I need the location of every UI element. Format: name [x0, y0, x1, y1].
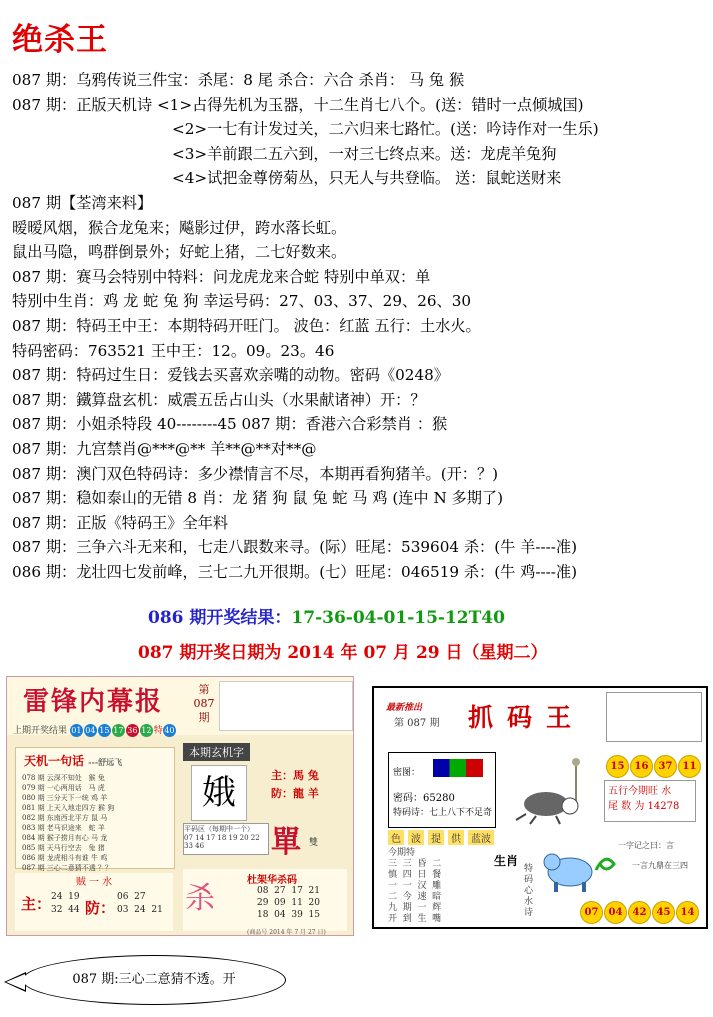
fang2-nums: 06 27 03 24 21 [117, 892, 163, 915]
leifeng-blank-box [219, 681, 353, 731]
prev-ball: 17 [113, 726, 124, 735]
panel3-title: 贼 一 水 [75, 877, 113, 888]
number-ball: 07 [580, 901, 603, 924]
special-ball: 40 [164, 726, 175, 735]
zhu2-nums: 24 19 32 44 [51, 892, 80, 915]
zhu-fang-lines: 主：馬 兔 防：龍 羊 [271, 769, 319, 800]
number-ball: 14 [676, 901, 699, 924]
snake-icon [592, 850, 618, 876]
poem-line: 特码诗：七上八下不足奇 [393, 808, 493, 818]
leifeng-prev-balls [13, 723, 177, 737]
content-line: 特别中生肖：鸡 龙 蛇 兔 狗 幸运号码：27、03、37、29、26、30 [12, 292, 472, 311]
zhuamawang-ad-image [372, 686, 708, 929]
xuanji-char: 娥 [191, 765, 247, 821]
shama-panel [183, 869, 347, 931]
content-line: 087 期：特码过生日：爱钱去买喜欢亲嘴的动物。密码《0248》 [12, 366, 449, 385]
leifeng-issue: 第 087 期 [193, 683, 215, 724]
dan-char: 單 [271, 825, 301, 860]
prev-ball: 12 [141, 726, 152, 735]
number-ball: 45 [652, 901, 675, 924]
leifeng-title: 雷锋内幕报 [23, 687, 164, 717]
leifeng-footer: (商品号 2014 年 7 月 27 日) [247, 929, 326, 936]
page-title: 绝杀王 [12, 22, 108, 58]
content-line: 087 期：澳门双色特码诗：多少襟情言不尽，本期再看狗猪羊。(开：？) [12, 464, 499, 483]
result-line [148, 603, 505, 628]
sha-char: 杀 [185, 881, 215, 916]
content-line: 087 期：乌鸦传说三件宝：杀尾：8 尾 杀合：六合 杀肖： 马 兔 猴 [12, 71, 465, 89]
zm-poem-col: 特 码 心 水 诗 [524, 864, 534, 918]
wuxing-box: 五行今期旺 水 尾 数 为 14278 [604, 780, 696, 822]
number-ball: 37 [654, 755, 677, 778]
zm-title: 抓码王 [468, 703, 586, 732]
pingma-box: 平码区（每期中一个） 07 14 17 18 19 20 22 33 46 [183, 823, 269, 855]
content-line: 087 期：稳如泰山的无错 8 肖：龙 猪 狗 鼠 兔 蛇 马 鸡 (连中 N 多期了) [12, 489, 504, 508]
number-ball: 42 [628, 901, 651, 924]
leifeng-ad-image [6, 676, 354, 936]
fang2-label: 防： [85, 899, 116, 917]
zhu2-label: 主： [21, 895, 52, 913]
content-line: 鼠出马隐，鸣群倒景外；好蛇上猪，二七好数来。 [12, 243, 347, 262]
content-line: 087 期：正版天机诗 <1>占得先机为玉器，十二生肖七八个。(送：错时一点倾城国) [12, 95, 584, 114]
yizi-text: 一字记之曰：言 [618, 841, 674, 850]
xuanji-title: 本期玄机字 [183, 743, 250, 761]
content-line: 特码密码：763521 王中王：12。09。23。46 [12, 341, 335, 360]
zm-issue: 第 087 期 [394, 718, 440, 729]
content-line: 暧暧风烟，猴合龙兔来；飚影过伊，跨水落长虹。 [12, 218, 347, 237]
color-tags [388, 830, 498, 845]
content-line: <4>试把金尊傍菊丛，只无人与共登临。 送：鼠蛇送财来 [172, 169, 562, 188]
shama-nums: 08 27 17 21 29 09 11 20 18 04 39 15 [257, 886, 320, 920]
special-label: 特 [153, 726, 163, 736]
content-line: 087 期：赛马会特别中特料：问龙虎龙来合蛇 特别中单双：单 [12, 267, 431, 286]
prev-ball: 01 [71, 726, 82, 735]
zm-bottom-balls [580, 900, 700, 924]
content-line: <2>一七有计发过关，二六归来七路忙。(送：吟诗作对一生乐) [172, 120, 599, 139]
content-line: 087 期【荃湾来料】 [12, 193, 153, 212]
pwd-line: 密码：65280 [393, 793, 455, 804]
prev-ball: 04 [85, 726, 96, 735]
result-label: 086 期开奖结果： [148, 608, 292, 628]
zhu-fang-panel [15, 873, 173, 931]
prev-ball: 15 [99, 726, 110, 735]
prev-ball: 36 [127, 726, 138, 735]
content-line: 087 期：九宫禁肖@***@** 羊**@**对**@ [12, 439, 317, 458]
color-tag: 波 [408, 830, 424, 845]
speech-bubble: 087 期:三心二意猜不透。开 [22, 955, 286, 1005]
zm-mid-text: 今期特 三 三 昏 二 慎 四 日 餐 一 一 汉 雕 二 今 速 暗 九 期 一 辉 开 到 生 嘴 [388, 848, 442, 924]
content-line: 086 期：龙壮四七发前峰，三七二九开很期。(七）旺尾：046519 杀：(牛 鸡----准) [12, 562, 578, 581]
tianji-sub: ---舒远飞 [88, 757, 123, 767]
color-tag: 供 [448, 830, 464, 845]
content-line: 087 期：正版《特码王》全年料 [12, 513, 229, 532]
tianji-list: 078 期 云深不知处 猴 兔 079 期 一心两用话 马 虎 080 期 三分天下一统 鸡 羊 081 期 上天入地走四方 猴 狗 082 期 东南西北平方 鼠 马 083 期 老马识途来 蛇 羊 084 期 猴子捞月有心 马 龙 085 期 天马行空去 兔 猪 086 期 龙虎相斗有谁 牛 鸡 087 期 三心二意猜不透 ？？ [22, 774, 115, 872]
content-line: 087 期：特码王中王：本期特码开旺门。 波色：红蓝 五行：土水火。 [12, 316, 481, 335]
content-line: 087 期：小姐杀特段 40--------45 087 期：香港六合彩禁肖 ：猴 [12, 415, 448, 434]
zm-top-balls [606, 754, 702, 778]
number-ball: 15 [606, 755, 629, 778]
number-ball: 11 [678, 755, 701, 778]
cow-clipart-icon [542, 846, 598, 894]
number-ball: 16 [630, 755, 653, 778]
content-line: <3>羊前跟二五六到，一对三七终点来。送：龙虎羊兔狗 [172, 144, 557, 163]
leifeng-header [7, 677, 353, 735]
result-numbers: 17-36-04-01-15-12 [291, 608, 469, 628]
bubble-tail-fill [6, 974, 25, 990]
zm-blank-box [606, 692, 702, 742]
color-tag: 蓝波 [468, 830, 494, 845]
prev-result-label: 上期开奖结果 [13, 726, 68, 736]
tianji-panel [15, 747, 175, 872]
shama-title: 杜架华杀码 [247, 875, 297, 886]
content-lines [12, 68, 707, 584]
code-box [388, 752, 496, 828]
new-label: 最新推出 [386, 703, 423, 713]
tianji-title: 天机一句话 [24, 754, 85, 768]
code-label: 密图： [393, 768, 421, 778]
color-tag: 提 [428, 830, 444, 845]
yizi-text2: 一言九鼎在三四 [632, 861, 688, 870]
number-ball: 04 [604, 901, 627, 924]
shuang-char: 雙 [309, 838, 319, 848]
draw-date: 087 期开奖日期为 2014 年 07 月 29 日（星期二） [138, 643, 548, 663]
bull-clipart-icon [506, 754, 610, 828]
code-image-icon [433, 759, 483, 777]
color-tag: 色 [388, 830, 404, 845]
xuanji-panel [183, 743, 347, 863]
sheng-label: 生肖 [494, 854, 519, 868]
content-line: 087 期：三争六斗无来和，七走八跟数来寻。(际）旺尾：539604 杀：(牛 羊----准) [12, 538, 578, 557]
content-line: 087 期：鐵算盘玄机：威震五岳占山头（水果献诸神）开：？ [12, 390, 426, 409]
result-special: T40 [468, 608, 505, 628]
